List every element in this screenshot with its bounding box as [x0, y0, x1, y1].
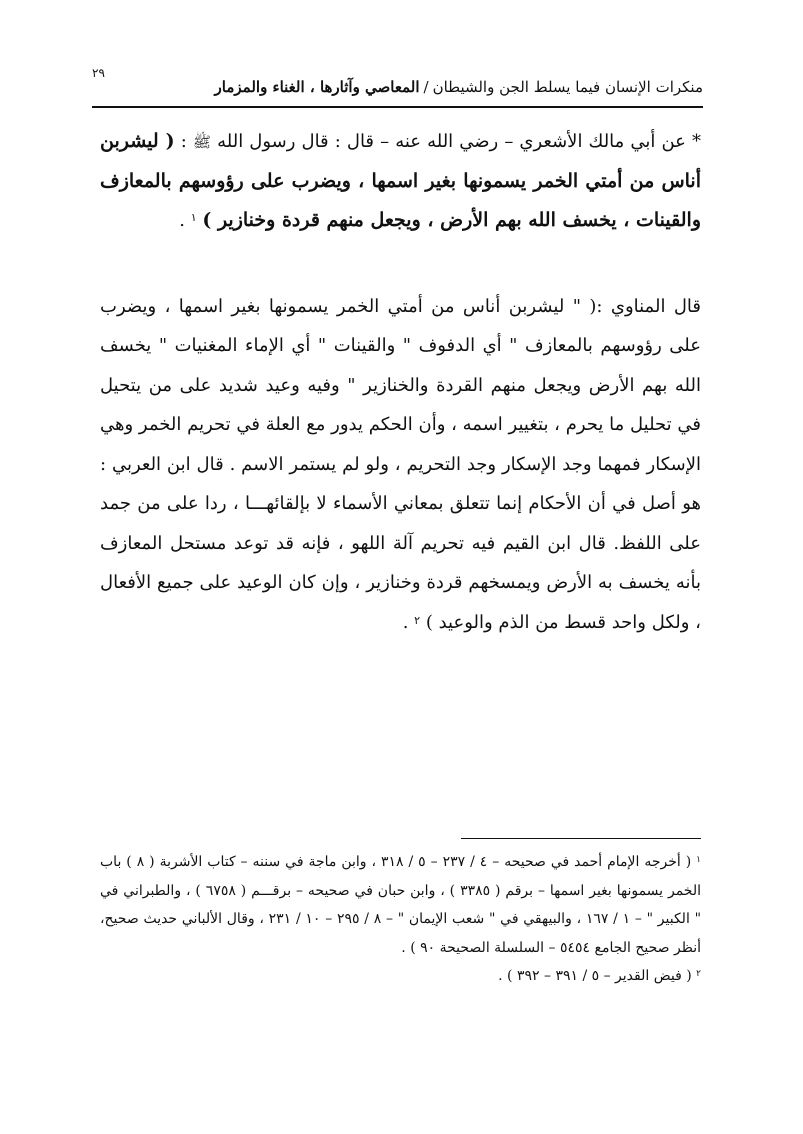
- footnote-number: ١: [696, 855, 701, 865]
- title-separator: /: [423, 78, 429, 96]
- footnote-ref-1: ١: [190, 211, 197, 224]
- main-text: [100, 122, 701, 642]
- footnote-separator: [461, 838, 701, 839]
- running-title: [215, 78, 703, 96]
- page-header: [92, 58, 703, 108]
- hadith-chain: * عن أبي مالك الأشعري – رضي الله عنه – قال : قال رسول الله: [217, 131, 701, 152]
- commentary-end: .: [402, 611, 415, 633]
- footnote-1: [100, 848, 701, 962]
- commentary-text: قال المناوي :( " ليشربن أناس من أمتي الخمر يسمونها بغير اسمها ، ويضرب على رؤوسهم بالمعازف " أي الدفوف " والقينات " أي الإماء المغنيات " يخسف الله بهم الأرض ويجعل منهم القردة والخنازير " وفيه وعيد شديد على من يتحيل في تحليل ما يحرم ، بتغيير اسمه ، وأن الحكم يدور مع العلة في تحريم الخمر وهي الإسكار فمهما وجد الإسكار وجد التحريم ، ولو لم يستمر الاسم . قال ابن العربي : هو أصل في أن الأحكام إنما تتعلق بمعاني الأسماء لا بإلقائهـــا ، ردا على من جمد على اللفظ. قال ابن القيم فيه تحريم آلة اللهو ، فإنه قد توعد مستحل المعازف بأنه يخسف به الأرض ويمسخهم قردة وخنازير ، وإن كان الوعيد على جميع الأفعال ، ولكل واحد قسط من الذم والوعيد ): [100, 295, 701, 633]
- commentary-paragraph: [100, 287, 701, 643]
- salla-symbol: ﷺ: [192, 133, 212, 151]
- hadith-end: .: [179, 210, 191, 231]
- chapter-title: المعاصي وآثارها ، الغناء والمزمار: [214, 78, 420, 96]
- page-number: ٢٩: [92, 66, 105, 80]
- book-title: منكرات الإنسان فيما يسلط الجن والشيطان: [432, 78, 703, 96]
- footnote-number: ٢: [696, 969, 701, 979]
- footnote-2: [100, 962, 701, 991]
- hadith-paragraph: [100, 122, 701, 241]
- footnotes: [100, 848, 701, 991]
- hadith-text: ( ليشربن أناس من أمتي الخمر يسمونها بغير اسمها ، ويضرب على رؤوسهم بالمعازف والقينات ، يخسف الله بهم الأرض ، ويجعل منهم قردة وخنازير ): [100, 130, 701, 231]
- footnote-text: ( أخرجه الإمام أحمد في صحيحه – ٤ / ٢٣٧ – ٥ / ٣١٨ ، وابن ماجة في سننه – كتاب الأشربة ( ٨ ) باب الخمر يسمونها بغير اسمها – برقم ( ٣٣٨٥ ) ، وابن حبان في صحيحه – برقـــم ( ٦٧٥٨ ) ، والطبراني في " الكبير " – ١ / ١٦٧ ، والبيهقي في " شعب الإيمان " – ٨ / ٢٩٥ – ١٠ / ٢٣١ ، وقال الألباني حديث صحيح، أنظر صحيح الجامع ٥٤٥٤ – السلسلة الصحيحة ٩٠ ) .: [100, 854, 702, 956]
- footnote-text: ( فيض القدير – ٥ / ٣٩١ – ٣٩٢ ) .: [498, 968, 697, 984]
- footnote-ref-2: ٢: [414, 613, 421, 627]
- hadith-colon: :: [174, 131, 193, 152]
